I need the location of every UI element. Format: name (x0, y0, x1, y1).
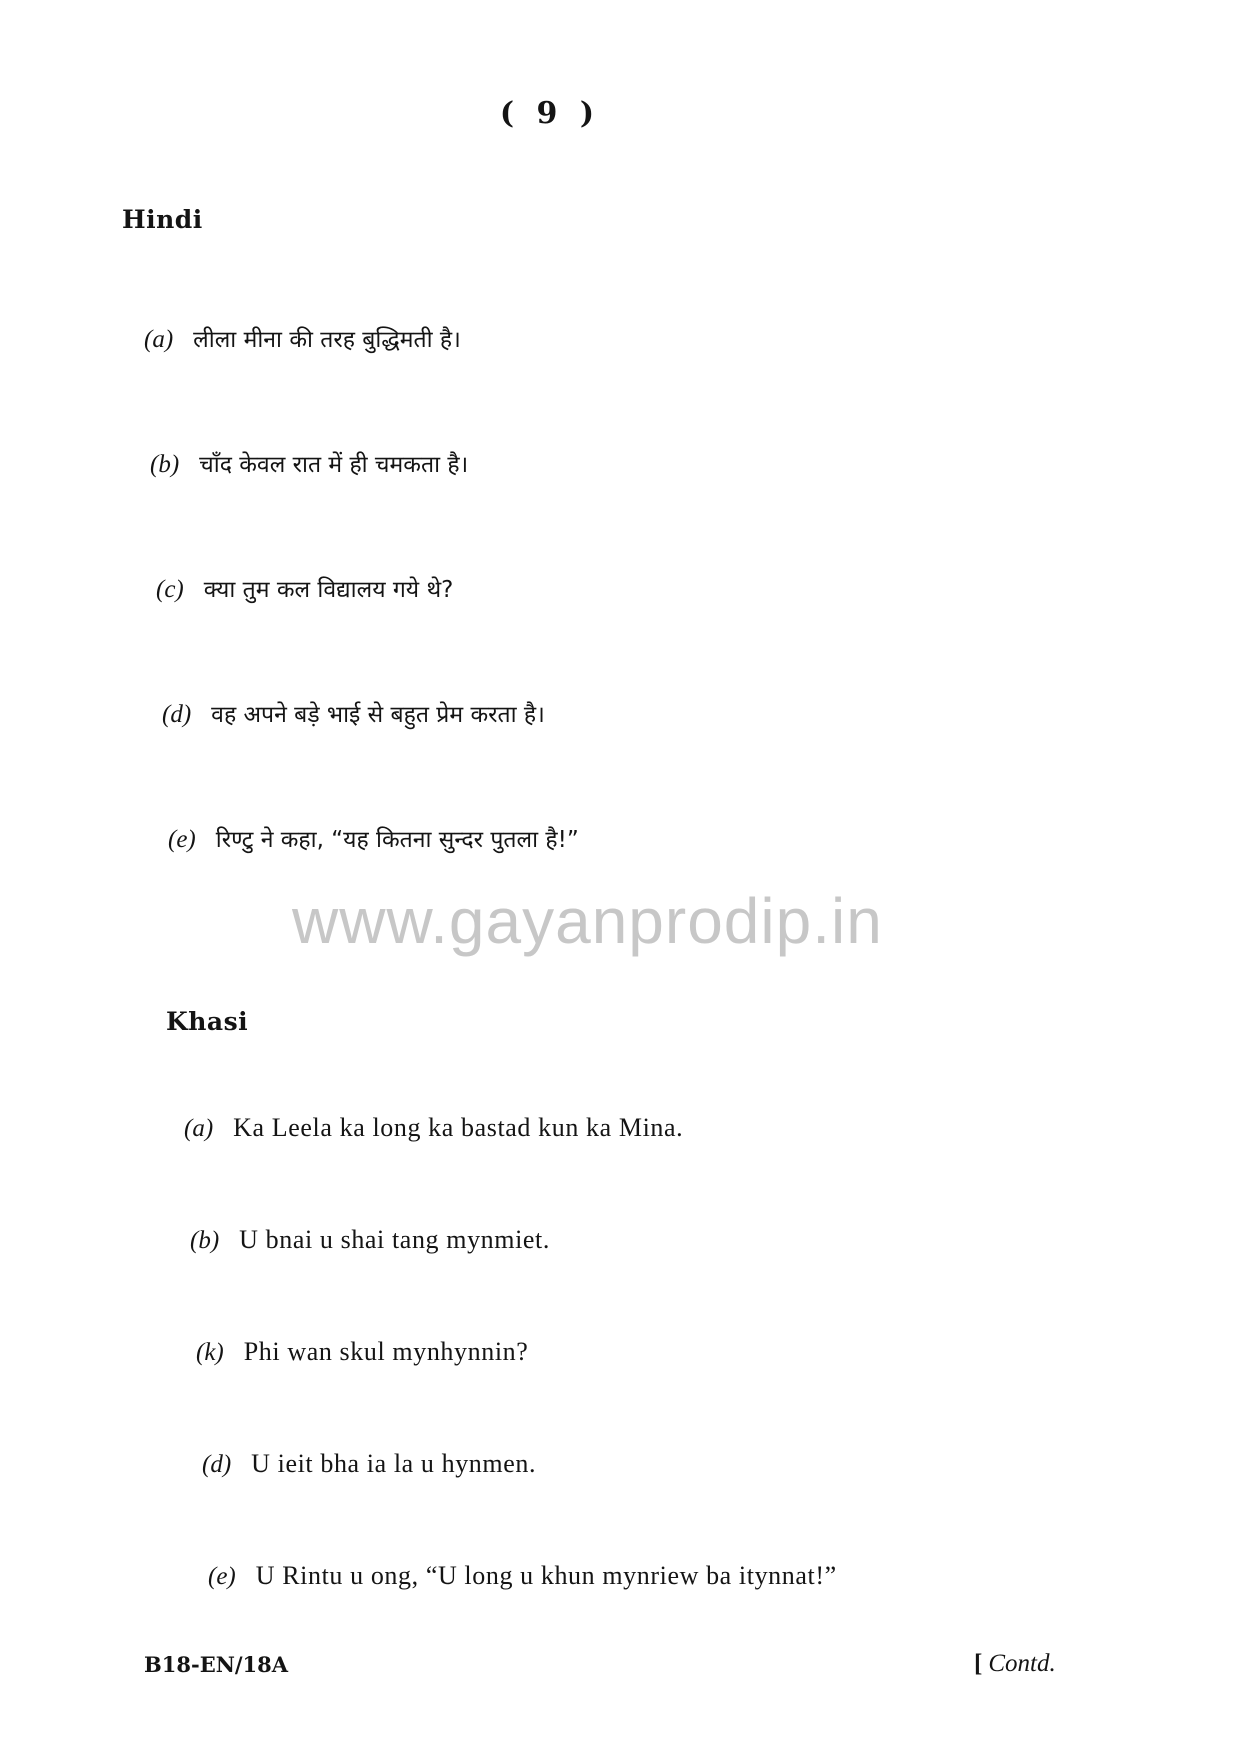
section-heading-khasi: Khasi (166, 1007, 249, 1036)
contd-label: Contd. (988, 1650, 1056, 1677)
item-marker: (b) (190, 1227, 220, 1254)
khasi-item-k (196, 1337, 528, 1367)
khasi-item-d (202, 1449, 536, 1479)
bracket-glyph: [ (974, 1650, 983, 1677)
item-text: चाँद केवल रात में ही चमकता है। (199, 452, 469, 478)
item-text: Ka Leela ka long ka bastad kun ka Mina. (233, 1113, 684, 1142)
item-text: U bnai u shai tang mynmiet. (239, 1225, 550, 1254)
hindi-item-c (156, 572, 453, 604)
item-text: वह अपने बड़े भाई से बहुत प्रेम करता है। (211, 702, 545, 728)
khasi-item-b (190, 1225, 550, 1255)
item-marker: (d) (202, 1451, 232, 1478)
item-text: U Rintu u ong, “U long u khun mynriew ba itynnat!” (255, 1561, 837, 1590)
item-marker: (e) (208, 1563, 236, 1590)
item-marker: (e) (168, 826, 196, 853)
item-text: रिण्टु ने कहा, “यह कितना सुन्दर पुतला है!” (215, 827, 579, 853)
item-text: क्या तुम कल विद्यालय गये थे? (203, 577, 454, 603)
hindi-item-b (150, 447, 468, 479)
hindi-item-d (162, 697, 545, 729)
item-marker: (d) (162, 701, 192, 728)
item-text: Phi wan skul mynhynnin? (243, 1337, 529, 1366)
khasi-item-a (184, 1113, 683, 1143)
item-marker: (b) (150, 451, 180, 478)
continued-marker (974, 1650, 1056, 1678)
paper-code: B18-EN/18A (144, 1652, 289, 1677)
hindi-item-a (144, 322, 461, 354)
item-marker: (a) (184, 1115, 214, 1142)
item-marker: (k) (196, 1339, 224, 1366)
khasi-item-e (208, 1561, 837, 1591)
section-heading-hindi: Hindi (122, 205, 203, 234)
item-marker: (a) (144, 326, 174, 353)
watermark-text: www.gayanprodip.in (292, 885, 883, 957)
page-number: ( 9 ) (499, 96, 601, 131)
item-text: U ieit bha ia la u hynmen. (251, 1449, 537, 1478)
hindi-item-e (168, 822, 579, 854)
item-marker: (c) (156, 576, 184, 603)
item-text: लीला मीना की तरह बुद्धिमती है। (193, 327, 461, 353)
